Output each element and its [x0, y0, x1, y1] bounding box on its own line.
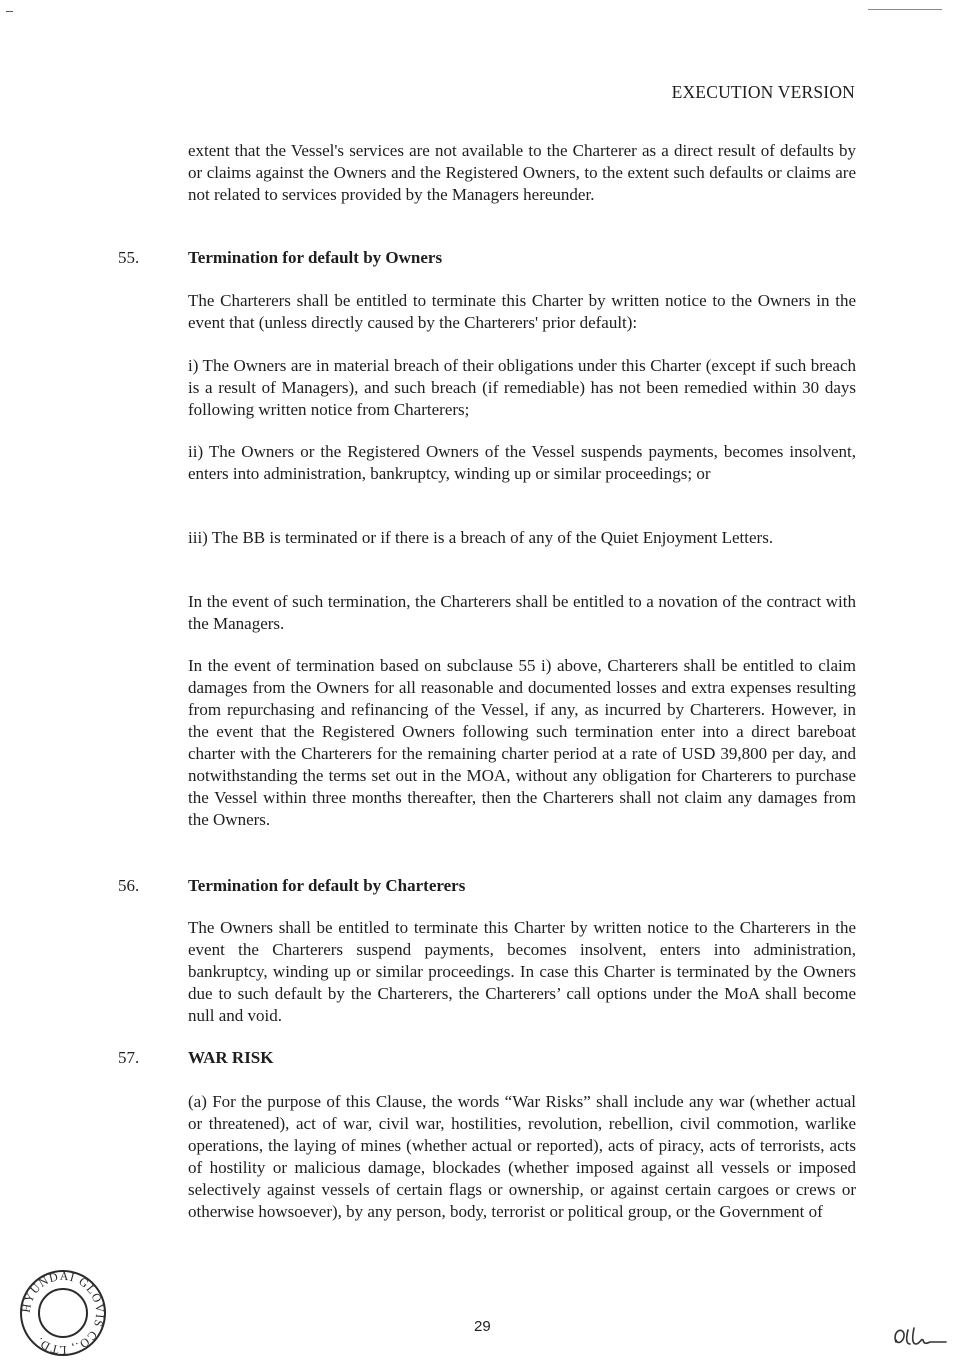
clause-56-number: 56. [118, 876, 140, 895]
clause-55-para-novation: In the event of such termination, the Charterers shall be entitled to a novation of the contract with the Managers. [188, 592, 856, 633]
clause-57-para-a: (a) For the purpose of this Clause, the words “War Risks” shall include any war (whether actual or threatened), act of war, civil war, hostilities, revolution, rebellion, civil commotion, warlike operations, the laying of mines (whether actual or reported), acts of piracy, acts of terrorists, acts of hostility or malicious damage, blockades (whether imposed against all vessels or imposed selectively against vessels of certain flags or ownership, or against certain cargoes or crews or otherwise howsoever), by any person, body, terrorist or political group, or the Government of [188, 1092, 856, 1221]
scan-mark-right [868, 9, 942, 10]
svg-text:HYUNDAI GLOVIS CO., LTD. [19, 1269, 107, 1357]
company-stamp-icon [18, 1268, 108, 1358]
execution-version-label: EXECUTION VERSION [671, 82, 855, 102]
clause-57-number: 57. [118, 1048, 140, 1067]
clause-55-item-i: i) The Owners are in material breach of their obligations under this Charter (except if such breach is a result of Managers), and such breach (if remediable) has not been remedied within 30 days following written notice from Charterers; [188, 356, 856, 419]
clause-55-para-1: The Charterers shall be entitled to terminate this Charter by written notice to the Owners in the event that (unless directly caused by the Charterers' prior default): [188, 291, 856, 332]
scan-mark-left [6, 11, 13, 12]
stamp-text: HYUNDAI GLOVIS CO., LTD. [18, 1268, 108, 1358]
signature-initials-icon [890, 1318, 950, 1354]
clause-56-title: Termination for default by Charterers [188, 876, 466, 895]
clause-55-title: Termination for default by Owners [188, 248, 443, 267]
clause-55-item-iii: iii) The BB is terminated or if there is a breach of any of the Quiet Enjoyment Letters. [188, 528, 774, 547]
clause-55-item-ii: ii) The Owners or the Registered Owners of the Vessel suspends payments, becomes insolvent, enters into administration, bankruptcy, winding up or similar proceedings; or [188, 442, 856, 483]
clause-55-number: 55. [118, 248, 140, 267]
clause-56-para-1: The Owners shall be entitled to terminate this Charter by written notice to the Charterers in the event the Charterers suspend payments, becomes insolvent, enters into administration, bankruptcy, winding up or similar proceedings. In case this Charter is terminated by the Owners due to such default by the Charterers, the Charterers’ call options under the MoA shall become null and void. [188, 918, 856, 1025]
clause-55-para-damages: In the event of termination based on subclause 55 i) above, Charterers shall be entitled to claim damages from the Owners for all reasonable and documented losses and extra expenses resulting from repurchasing and refinancing of the Vessel, if any, as incurred by Charterers. However, in the event that the Registered Owners following such termination enter into a direct bareboat charter with the Charterers for the remaining charter period at a rate of USD 39,800 per day, and notwithstanding the terms set out in the MOA, without any obligation for Charterers to purchase the Vessel within three months thereafter, then the Charterers shall not claim any damages from the Owners. [188, 656, 856, 829]
intro-paragraph: extent that the Vessel's services are not available to the Charterer as a direct result of defaults by or claims against the Owners and the Registered Owners, to the extent such defaults or claims are not related to services provided by the Managers hereunder. [188, 141, 856, 204]
clause-57-title: WAR RISK [188, 1048, 274, 1067]
page-number: 29 [474, 1318, 491, 1335]
